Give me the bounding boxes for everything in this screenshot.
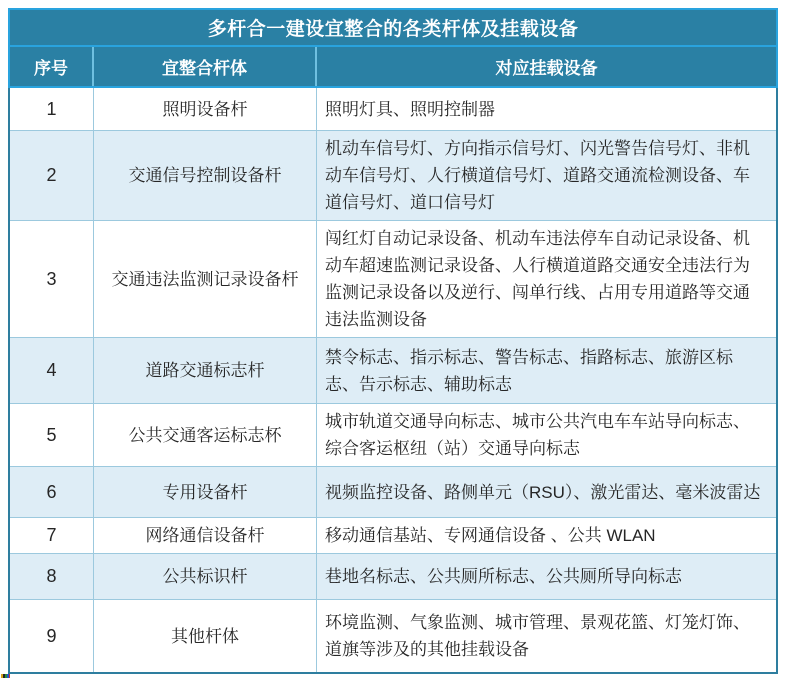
pole-type-cell: 公共标识杆 (94, 554, 317, 599)
table-row (10, 518, 776, 554)
devices-cell: 移动通信基站、专网通信设备 、公共 WLAN (325, 526, 656, 545)
pole-type-cell: 交通违法监测记录设备杆 (94, 221, 317, 337)
column-header-devices: 对应挂载设备 (495, 59, 598, 78)
table-row (10, 467, 776, 518)
column-header-index: 序号 (10, 47, 94, 86)
row-number-cell: 9 (10, 600, 94, 672)
table-row (10, 221, 776, 338)
devices-cell: 禁令标志、指示标志、警告标志、指路标志、旅游区标志、告示标志、辅助标志 (325, 347, 733, 394)
row-number-cell: 3 (10, 221, 94, 337)
row-number-cell: 2 (10, 131, 94, 220)
devices-cell: 照明灯具、照明控制器 (325, 99, 495, 119)
table-header-row (8, 47, 778, 88)
column-header-pole-type: 宜整合杆体 (94, 47, 317, 86)
devices-cell: 机动车信号灯、方向指示信号灯、闪光警告信号灯、非机动车信号灯、人行横道信号灯、道路交通流检测设备、车道信号灯、道口信号灯 (325, 139, 750, 212)
devices-cell: 城市轨道交通导向标志、城市公共汽电车车站导向标志、综合客运枢纽（站）交通导向标志 (325, 412, 750, 458)
pole-type-cell: 交通信号控制设备杆 (94, 131, 317, 220)
table-row (10, 600, 776, 672)
pole-type-cell: 其他杆体 (94, 600, 317, 672)
pole-type-cell: 照明设备杆 (94, 88, 317, 130)
corner-artifact (1, 674, 10, 678)
row-number-cell: 7 (10, 518, 94, 553)
row-number-cell: 1 (10, 88, 94, 130)
table-row (10, 131, 776, 221)
devices-cell: 环境监测、气象监测、城市管理、景观花篮、灯笼灯饰、道旗等涉及的其他挂载设备 (325, 613, 750, 659)
table-row (10, 404, 776, 467)
row-number-cell: 8 (10, 554, 94, 599)
table-body (8, 88, 778, 674)
row-number-cell: 4 (10, 338, 94, 403)
table-title: 多杆合一建设宜整合的各类杆体及挂载设备 (8, 8, 778, 47)
row-number-cell: 5 (10, 404, 94, 466)
devices-cell: 巷地名标志、公共厕所标志、公共厕所导向标志 (325, 567, 682, 586)
table-row (10, 554, 776, 600)
pole-type-cell: 道路交通标志杆 (94, 338, 317, 403)
table-row (10, 88, 776, 131)
pole-type-cell: 网络通信设备杆 (94, 518, 317, 553)
pole-type-cell: 专用设备杆 (94, 467, 317, 517)
devices-cell: 闯红灯自动记录设备、机动车违法停车自动记录设备、机动车超速监测记录设备、人行横道道路交通安全违法行为监测记录设备以及逆行、闯单行线、占用专用道路等交通违法监测设备 (325, 229, 750, 329)
table-row (10, 338, 776, 404)
row-number-cell: 6 (10, 467, 94, 517)
poles-equipment-table (8, 8, 778, 674)
devices-cell: 视频监控设备、路侧单元（RSU）、激光雷达、毫米波雷达 (325, 482, 761, 502)
pole-type-cell: 公共交通客运标志杯 (94, 404, 317, 466)
